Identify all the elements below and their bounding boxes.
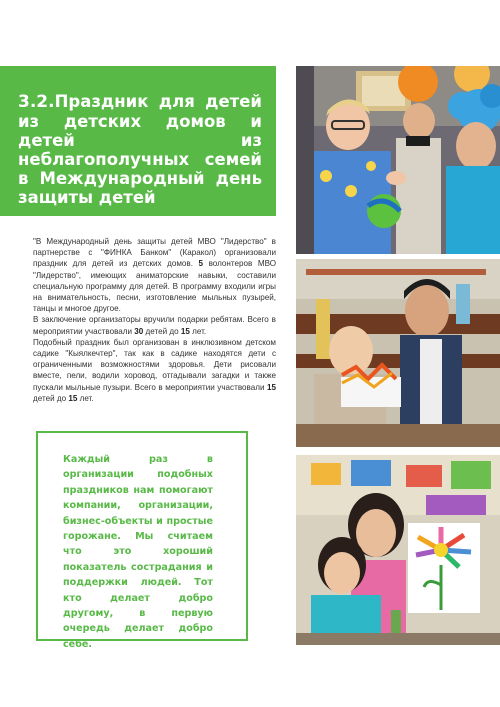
volunteer-count: 5 xyxy=(198,259,204,269)
photo-children-celebration xyxy=(296,66,500,254)
paragraph-3-text-a: Подобный праздник был организован в инклюзивном детском садике "Кыялкечтер", так как в садике находятся дети с ограниченными возможностями здоровья. Дети рисовали вместе, пели, водили хоровод, отгадывали загадки и также пускали мыльные пузыри. Всего в мероприятии участвовали xyxy=(33,337,276,392)
paragraph-2 xyxy=(33,314,276,336)
section-title xyxy=(18,92,262,207)
paragraph-2-text-b: детей до xyxy=(143,326,181,336)
age-limit-2: 15 xyxy=(68,393,78,403)
paragraph-2-text-a: В заключение организаторы вручили подарки ребятам. Всего в мероприятии участвовали xyxy=(33,315,276,336)
children-count-2: 15 xyxy=(266,382,276,392)
age-limit-1: 15 xyxy=(180,326,190,336)
section-title-text: Праздник для детей из детских домов и детей из неблагополучных семей в Международный день защиты детей xyxy=(18,92,262,207)
paragraph-3-text-b: детей до xyxy=(33,393,69,403)
article-body xyxy=(33,236,276,404)
photo-boy-and-toddler xyxy=(296,259,500,447)
children-count-1: 30 xyxy=(134,326,144,336)
paragraph-3-text-c: лет. xyxy=(77,393,94,403)
paragraph-1 xyxy=(33,236,276,314)
section-number: 3.2. xyxy=(18,92,55,112)
photo-girls-with-drawing xyxy=(296,455,500,645)
paragraph-1-text-a: "В Международный день защиты детей МВО "Лидерство" в партнерстве с "ФИНКА Банком" (Каракол) организовали праздник для детей из детских домов. xyxy=(33,237,276,269)
paragraph-2-text-c: лет. xyxy=(189,326,207,336)
paragraph-3 xyxy=(33,337,276,404)
paragraph-1-text-b: волонтеров МВО "Лидерство", имеющих аниматорские навыки, составили специальную программу для детей. В программу входили игры на внимательность, песни, изготовление мыльных пузырей, танцы и многое другое. xyxy=(33,259,277,314)
quote-text: Каждый раз в организации подобных праздников нам помогают компании, организации, бизнес-объекты и простые горожане. Мы считаем что это хороший показатель сострадания и поддержки людей. Тот кто делает добро другому, в первую очередь делает добро себе. xyxy=(63,454,213,650)
